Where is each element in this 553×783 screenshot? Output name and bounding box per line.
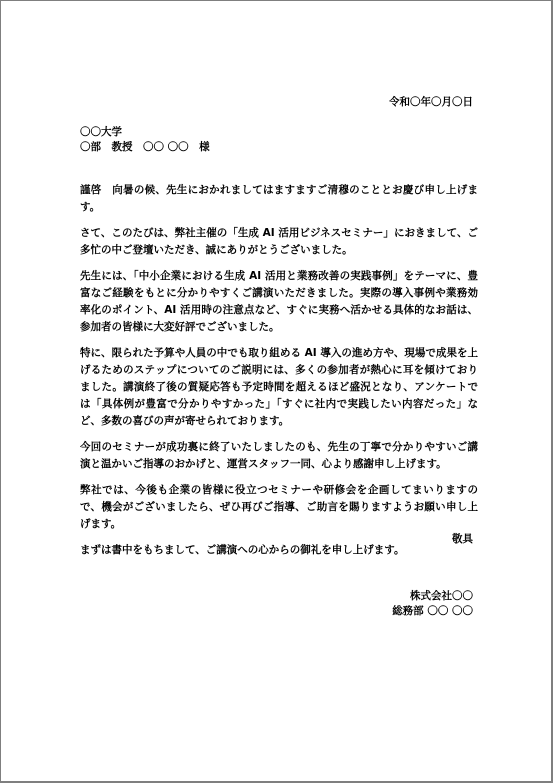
recipient-block bbox=[80, 125, 210, 155]
letter-body bbox=[80, 182, 478, 568]
sender-department: 総務部 〇〇 〇〇 bbox=[392, 605, 473, 617]
paragraph-lecture: 先生には、「中小企業における生成 AI 活用と業務改善の実践事例」をテーマに、豊富なご経験をもとに分かりやすくご講演いただきました。実際の導入事例や業務効率化のポイント、AI 活用時の注意点など、すぐに実務へ活かせる具体的なお話は、参加者の皆様に大変好評でございました。 bbox=[80, 270, 478, 333]
paragraph-opening: 謹啓 向暑の候、先生におかれましてはますますご清穆のこととお慶び申し上げます。 bbox=[80, 184, 478, 213]
paragraph-details: 特に、限られた予算や人員の中でも取り組める AI 導入の進め方や、現場で成果を上げるためのステップについてのご説明には、多くの参加者が熱心に耳を傾けておりました。講演終了後の質疑応答も予定時間を超えるほど盛況となり、アンケートでは「具体例が豊富で分かりやすかった」「すぐに社内で実践したい内容だった」など、多数の喜びの声が寄せられております。 bbox=[80, 347, 478, 427]
paragraph-final: まずは書中をもちまして、ご講演への心からの御礼を申し上げます。 bbox=[80, 544, 405, 556]
paragraph-request: 弊社では、今後も企業の皆様に役立つセミナーや研修会を企画してまいりますので、機会がございましたら、ぜひ再びご指導、ご助言を賜りますようお願い申し上げます。 bbox=[80, 484, 478, 530]
recipient-organization: 〇〇大学 bbox=[80, 126, 122, 138]
letter-date: 令和〇年〇月〇日 bbox=[389, 96, 473, 108]
sender-block bbox=[392, 589, 473, 619]
recipient-person: 〇部 教授 〇〇 〇〇 様 bbox=[80, 141, 210, 153]
closing-word: 敬具 bbox=[452, 533, 473, 545]
sender-company: 株式会社〇〇 bbox=[410, 590, 473, 602]
paragraph-thanks: さて、このたびは、弊社主催の「生成 AI 活用ビジネスセミナー」におきまして、ご多忙の中ご登壇いただき、誠にありがとうございました。 bbox=[80, 227, 478, 256]
paragraph-gratitude: 今回のセミナーが成功裏に終了いたしましたのも、先生の丁寧で分かりやすいご講演と温かいご指導のおかげと、運営スタッフ一同、心より感謝申し上げます。 bbox=[80, 441, 478, 470]
